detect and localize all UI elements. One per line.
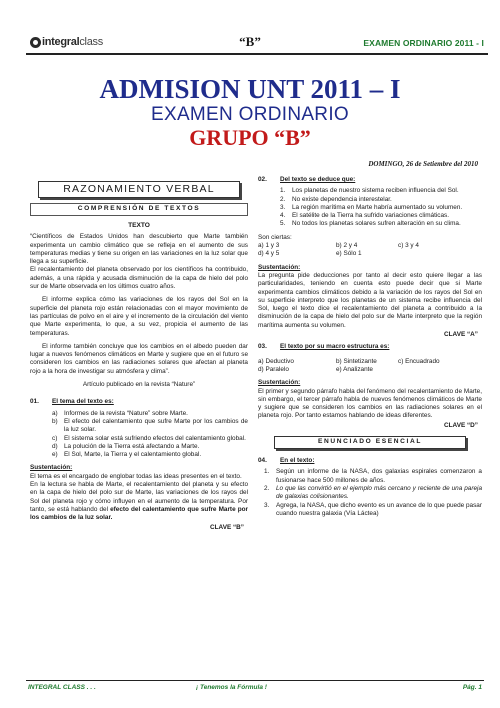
subtitle-exam: EXAMEN ORDINARIO (151, 104, 349, 125)
question-04-items (264, 468, 482, 518)
exam-date: DOMINGO, 26 de Setiembre del 2010 (368, 160, 478, 168)
main-title: ADMISION UNT 2011 – I (99, 74, 401, 104)
option-e: e) Sólo 1 (336, 250, 362, 258)
item-3: 3. La región marítima en Marte habría aumentado su volumen. (280, 203, 463, 211)
question-stem: En el texto: (280, 457, 315, 465)
option-b: b) 2 y 4 (336, 242, 358, 250)
option-b: b) El efecto del calentamiento que sufre Marte por los cambios de la luz solar. (52, 417, 248, 434)
clave-03: CLAVE “D” (444, 421, 478, 429)
item-1: 1. Los planetas de nuestro sistema reciben influencia del Sol. (280, 187, 459, 195)
option-a: a) 1 y 3 (258, 242, 280, 250)
sustentacion-label: Sustentación: (258, 263, 301, 271)
footer-brand: INTEGRAL CLASS . . . (28, 684, 96, 691)
question-stem: Del texto se deduce que: (280, 176, 356, 183)
sustentacion-label: Sustentación: (30, 464, 73, 472)
sustentacion-text-1: El tema es el encargado de englobar todas las ideas presentes en el texto. (30, 472, 242, 480)
page-header (0, 0, 500, 58)
item-2: 2. No existe dependencia interestelar. (280, 195, 392, 203)
section-heading-enunciado: ENUNCIADO ESENCIAL (274, 436, 466, 449)
item-5: 5. No todos los planetas solares sufren alteración en su clima. (280, 220, 461, 228)
reading-paragraph-1: “Científicos de Estados Unidos han descubierto que Marte también experimenta un cambio climático que se refleja en el aumento de sus temperaturas medias y tiene su origen en las variaciones en la luz solar que llega a su superficie. (30, 233, 248, 266)
right-column (258, 176, 482, 518)
option-a: a) Informes de la revista “Nature” sobre Marte. (52, 409, 188, 417)
item-2: 2. Lo que las convirtió en el ejemplo más cercano y reciente de una pareja de galaxias colisionantes. (264, 484, 482, 501)
item-3: 3. Agrega, la NASA, que dicho evento es un avance de lo que puede pasar cuando nuestra galaxia (Vía Láctea) (264, 501, 482, 517)
option-b: b) Sintetizante (336, 357, 377, 365)
question-04 (258, 457, 482, 465)
footer-page-number: Pág. 1 (462, 684, 482, 691)
integralclass-logo (30, 36, 103, 48)
clave-01: CLAVE “B” (210, 523, 244, 531)
page-footer (26, 680, 484, 690)
question-stem: El texto por su macro estructura es: (280, 343, 390, 351)
logo-rest: class (79, 36, 103, 48)
option-d: d) La polución de la Tierra está afectando a Marte. (52, 442, 200, 450)
item-4: 4. El satélite de la Tierra ha sufrido variaciones climáticas. (280, 212, 449, 220)
sustentacion-text-2: En la lectura se habla de Marte, el recalentamiento del planeta y su efecto en la capa de hielo del polo sur de Marte, las variaciones de los rayos del Sol del planeta rojo y cómo influyen en el aumento de la temperatura. Por tanto, se está hablando del efecto del calentamiento que sufre Marte por los cambios de la luz solar. (30, 481, 249, 522)
question-stem: El tema del texto es: (52, 398, 114, 406)
subsection-heading-comprension: COMPRENSIÓN DE TEXTOS (30, 203, 248, 216)
question-number: 01. (30, 398, 39, 406)
question-01-options (52, 410, 248, 460)
logo-circle-icon (30, 37, 41, 48)
question-03 (258, 343, 482, 351)
reading-paragraph-4: El informe también concluye que los cambios en el albedo pueden dar lugar a nuevos fenómenos climáticos en Marte y sugiere que en el futuro se consideren los cambios en las radiaciones solares que afectan al planeta rojo a la hora de investigar su atmósfera y clima”. (30, 342, 248, 375)
sustentacion-text: El primer y segundo párrafo habla del fenómeno del recalentamiento de Marte, sin embargo, el tercer párrafo habla de nuevos fenómenos climáticos de Marte y sugiere que se consideren los cambios en las radiaciones solares en el planeta rojo. Por tanto estamos hablando de ideas diferentes. (258, 387, 482, 420)
option-c: c) El sistema solar está sufriendo efectos del calentamiento global. (52, 434, 246, 442)
reading-paragraph-3: El informe explica cómo las variaciones de los rayos del Sol en la superficie del planeta rojo están relacionadas con el mayor movimiento de las partículas de polvo en el aire y el incremento de la circulación del viento que Marte experimenta, lo que, a su vez, propicia el aumento de las temperaturas. (30, 296, 248, 337)
question-01 (30, 398, 248, 406)
footer-slogan: ¡ Tenemos la Fórmula ! (196, 684, 267, 691)
item-1: 1. Según un informe de la NASA, dos galaxias espirales comenzaron a fusionarse hace 500 millones de años. (264, 468, 482, 484)
texto-heading: TEXTO (128, 222, 150, 229)
option-c: c) 3 y 4 (398, 242, 419, 250)
logo-bold: integral (42, 36, 80, 48)
question-02-options (258, 242, 482, 259)
sustentacion-text: La pregunta pide deducciones por tanto al decir esto quiere llegar a las particularidades, teniendo en cuenta esto puede decir que si Marte experimenta cambios climáticos debido a la variación de los rayos del Sol en su superficie interpreto que los planetas de un sistema recibe influencia del Sol, luego el texto dice el recalentamiento del planeta a contribuido a la disminución de la capa de hielo del polo sur de Marte interpreto que la región marítima aumenta su volumen. (258, 271, 482, 329)
option-e: e) El Sol, Marte, la Tierra y el calentamiento global. (52, 451, 202, 459)
question-03-options (258, 358, 482, 375)
section-heading-razonamiento: RAZONAMIENTO VERBAL (38, 181, 240, 198)
subtitle-group: GRUPO “B” (189, 125, 311, 150)
reading-paragraph-2: El recalentamiento del planeta observado por los científicos ha contribuido, además, a una rápida y acusada disminución de la capa de hielo del polo sur de Marte observada en los últimos cuatro años. (30, 266, 248, 291)
left-column (30, 176, 248, 532)
option-e: e) Analizante (336, 365, 373, 373)
header-rule (26, 53, 488, 55)
question-02-items (280, 187, 482, 228)
question-number: 03. (258, 343, 267, 351)
question-number: 04. (258, 457, 267, 465)
option-a: a) Deductivo (258, 357, 294, 365)
clave-02: CLAVE “A” (444, 331, 478, 339)
option-d: d) Paralelo (258, 365, 289, 373)
header-exam-label: EXAMEN ORDINARIO 2011 - I (363, 38, 484, 48)
sustentacion-label: Sustentación: (258, 379, 301, 387)
option-c: c) Encuadrado (398, 357, 440, 365)
question-02 (258, 176, 482, 184)
option-d: d) 4 y 5 (258, 250, 280, 258)
question-number: 02. (258, 176, 267, 183)
reading-source: Artículo publicado en la revista “Nature” (82, 381, 196, 389)
header-group-mark: “B” (239, 34, 261, 49)
son-ciertas-label: Son ciertas: (258, 233, 292, 241)
